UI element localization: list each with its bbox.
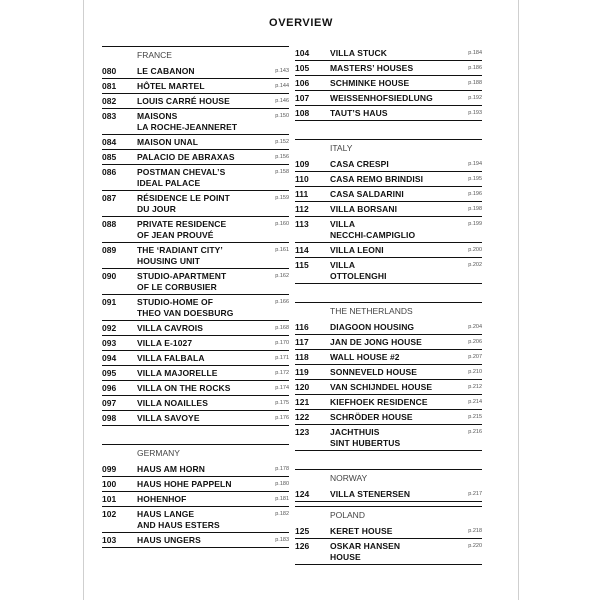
entry-page-number: p.174 bbox=[275, 385, 289, 391]
entry-title-line: OF LE CORBUSIER bbox=[137, 282, 217, 292]
entry-title bbox=[137, 353, 265, 364]
entry-page-number: p.143 bbox=[275, 68, 289, 74]
index-entry bbox=[295, 395, 482, 410]
entry-page-number: p.218 bbox=[468, 528, 482, 534]
entry-title-line: IDEAL PALACE bbox=[137, 178, 201, 188]
entry-number: 084 bbox=[102, 137, 117, 147]
index-entry bbox=[295, 157, 482, 172]
entry-title-line: VILLA BORSANI bbox=[330, 204, 398, 214]
entry-title bbox=[330, 189, 458, 200]
entry-number: 080 bbox=[102, 66, 117, 76]
entry-title bbox=[137, 271, 265, 293]
entry-title-line: SCHRÖDER HOUSE bbox=[330, 412, 413, 422]
entry-title-line: WALL HOUSE #2 bbox=[330, 352, 400, 362]
index-entry bbox=[102, 321, 289, 336]
entry-page-number: p.215 bbox=[468, 414, 482, 420]
entry-title-line: MASTERS’ HOUSES bbox=[330, 63, 414, 73]
entry-number: 102 bbox=[102, 509, 117, 519]
entry-number: 114 bbox=[295, 245, 309, 255]
entry-page-number: p.168 bbox=[275, 325, 289, 331]
entry-title-line: STUDIO-APARTMENT bbox=[137, 271, 227, 281]
entry-page-number: p.178 bbox=[275, 466, 289, 472]
entry-number: 108 bbox=[295, 108, 310, 118]
entry-title-line: CASA REMO BRINDISI bbox=[330, 174, 424, 184]
entry-number: 111 bbox=[295, 189, 309, 199]
entry-page-number: p.166 bbox=[275, 299, 289, 305]
entry-page-number: p.194 bbox=[468, 161, 482, 167]
index-entry bbox=[102, 64, 289, 79]
index-entry bbox=[102, 492, 289, 507]
entry-page-number: p.162 bbox=[275, 273, 289, 279]
entry-page-number: p.182 bbox=[275, 511, 289, 517]
section-spacer bbox=[295, 451, 482, 465]
entry-title-line: KIEFHOEK RESIDENCE bbox=[330, 397, 428, 407]
section-spacer bbox=[295, 121, 482, 135]
index-entry bbox=[102, 336, 289, 351]
entry-number: 112 bbox=[295, 204, 309, 214]
entry-title-line: VILLA LEONI bbox=[330, 245, 384, 255]
entry-page-number: p.196 bbox=[468, 191, 482, 197]
entry-title bbox=[330, 204, 458, 215]
entry-title-line: HAUS AM HORN bbox=[137, 464, 205, 474]
entry-number: 106 bbox=[295, 78, 310, 88]
entry-page-number: p.152 bbox=[275, 139, 289, 145]
entry-number: 097 bbox=[102, 398, 117, 408]
entry-title bbox=[137, 509, 265, 531]
index-entry bbox=[102, 135, 289, 150]
entry-page-number: p.204 bbox=[468, 324, 482, 330]
index-entry bbox=[295, 76, 482, 91]
entry-page-number: p.193 bbox=[468, 110, 482, 116]
entry-page-number: p.144 bbox=[275, 83, 289, 89]
entry-page-number: p.183 bbox=[275, 537, 289, 543]
entry-page-number: p.220 bbox=[468, 543, 482, 549]
entry-page-number: p.159 bbox=[275, 195, 289, 201]
entry-number: 122 bbox=[295, 412, 310, 422]
entry-number: 126 bbox=[295, 541, 310, 551]
index-entry bbox=[295, 410, 482, 425]
section-heading: ITALY bbox=[295, 139, 482, 157]
entry-title bbox=[137, 413, 265, 424]
entry-title bbox=[330, 526, 458, 537]
entry-number: 095 bbox=[102, 368, 117, 378]
entry-number: 083 bbox=[102, 111, 117, 121]
entry-page-number: p.188 bbox=[468, 80, 482, 86]
entry-page-number: p.214 bbox=[468, 399, 482, 405]
entry-title bbox=[330, 174, 458, 185]
entry-number: 118 bbox=[295, 352, 309, 362]
entry-title-line: SONNEVELD HOUSE bbox=[330, 367, 417, 377]
index-entry bbox=[295, 320, 482, 335]
index-entry bbox=[102, 381, 289, 396]
entry-page-number: p.184 bbox=[468, 50, 482, 56]
entry-page-number: p.207 bbox=[468, 354, 482, 360]
index-entry bbox=[295, 350, 482, 365]
entry-page-number: p.181 bbox=[275, 496, 289, 502]
entry-title-line: DIAGOON HOUSING bbox=[330, 322, 415, 332]
entry-page-number: p.195 bbox=[468, 176, 482, 182]
entry-page-number: p.180 bbox=[275, 481, 289, 487]
entry-title bbox=[137, 137, 265, 148]
index-entry bbox=[295, 380, 482, 395]
entry-title-line: VILLA STENERSEN bbox=[330, 489, 411, 499]
index-entry bbox=[295, 91, 482, 106]
entry-title bbox=[330, 322, 458, 333]
index-entry bbox=[295, 172, 482, 187]
entry-number: 098 bbox=[102, 413, 117, 423]
index-entry bbox=[102, 411, 289, 426]
entry-title-line: DU JOUR bbox=[137, 204, 176, 214]
entry-page-number: p.217 bbox=[468, 491, 482, 497]
entry-title bbox=[137, 535, 265, 546]
entry-page-number: p.202 bbox=[468, 262, 482, 268]
index-entry bbox=[102, 507, 289, 533]
index-entry bbox=[102, 462, 289, 477]
entry-page-number: p.161 bbox=[275, 247, 289, 253]
section-heading: GERMANY bbox=[102, 444, 289, 462]
page-title: OVERVIEW bbox=[269, 17, 333, 29]
entry-title-line: HOHENHOF bbox=[137, 494, 187, 504]
index-entry bbox=[295, 187, 482, 202]
index-entry bbox=[102, 366, 289, 381]
entry-number: 089 bbox=[102, 245, 117, 255]
entry-title-line: MAISONS bbox=[137, 111, 178, 121]
entry-page-number: p.170 bbox=[275, 340, 289, 346]
index-entry bbox=[295, 258, 482, 284]
entry-title bbox=[137, 219, 265, 241]
index-column-left bbox=[102, 46, 289, 548]
entry-title bbox=[137, 368, 265, 379]
index-entry bbox=[102, 150, 289, 165]
entry-title bbox=[137, 398, 265, 409]
index-entry bbox=[102, 191, 289, 217]
entry-title-line: KERET HOUSE bbox=[330, 526, 393, 536]
entry-title bbox=[330, 397, 458, 408]
entry-title-line: AND HAUS ESTERS bbox=[137, 520, 220, 530]
index-entry bbox=[102, 295, 289, 321]
entry-title bbox=[137, 96, 265, 107]
section-heading: THE NETHERLANDS bbox=[295, 302, 482, 320]
entry-page-number: p.212 bbox=[468, 384, 482, 390]
book-page bbox=[83, 0, 519, 600]
entry-title bbox=[137, 152, 265, 163]
index-entry bbox=[102, 94, 289, 109]
index-entry bbox=[102, 269, 289, 295]
index-entry bbox=[102, 533, 289, 548]
entry-title bbox=[330, 78, 458, 89]
entry-title bbox=[330, 159, 458, 170]
entry-number: 103 bbox=[102, 535, 117, 545]
entry-number: 100 bbox=[102, 479, 117, 489]
entry-title bbox=[330, 412, 458, 423]
entry-title bbox=[137, 479, 265, 490]
entry-page-number: p.171 bbox=[275, 355, 289, 361]
entry-number: 081 bbox=[102, 81, 117, 91]
index-entry bbox=[102, 243, 289, 269]
section-spacer bbox=[102, 426, 289, 440]
entry-title-line: VILLA FALBALA bbox=[137, 353, 205, 363]
entry-title-line: VILLA E-1027 bbox=[137, 338, 193, 348]
entry-title-line: LE CABANON bbox=[137, 66, 195, 76]
entry-title bbox=[137, 245, 265, 267]
index-entry bbox=[295, 539, 482, 565]
entry-number: 120 bbox=[295, 382, 310, 392]
entry-title-line: HOUSE bbox=[330, 552, 361, 562]
entry-title-line: SINT HUBERTUS bbox=[330, 438, 401, 448]
index-entry bbox=[295, 217, 482, 243]
index-column-right bbox=[295, 46, 482, 565]
entry-title bbox=[330, 337, 458, 348]
entry-number: 086 bbox=[102, 167, 117, 177]
entry-title-line: CASA CRESPI bbox=[330, 159, 389, 169]
entry-title-line: VILLA MAJORELLE bbox=[137, 368, 218, 378]
entry-title-line: SCHMINKE HOUSE bbox=[330, 78, 410, 88]
entry-page-number: p.216 bbox=[468, 429, 482, 435]
entry-title-line: PRIVATE RESIDENCE bbox=[137, 219, 227, 229]
entry-title bbox=[137, 494, 265, 505]
entry-number: 124 bbox=[295, 489, 310, 499]
entry-number: 105 bbox=[295, 63, 310, 73]
entry-page-number: p.176 bbox=[275, 415, 289, 421]
entry-number: 113 bbox=[295, 219, 309, 229]
entry-title-line: HOUSING UNIT bbox=[137, 256, 201, 266]
entry-title bbox=[137, 338, 265, 349]
entry-page-number: p.156 bbox=[275, 154, 289, 160]
entry-title-line: VILLA ON THE ROCKS bbox=[137, 383, 231, 393]
entry-title-line: VILLA STUCK bbox=[330, 48, 387, 58]
index-entry bbox=[295, 524, 482, 539]
entry-title bbox=[137, 464, 265, 475]
entry-title bbox=[137, 383, 265, 394]
entry-number: 091 bbox=[102, 297, 117, 307]
entry-title bbox=[330, 541, 458, 563]
entry-number: 115 bbox=[295, 260, 309, 270]
entry-page-number: p.186 bbox=[468, 65, 482, 71]
entry-title-line: JAN DE JONG HOUSE bbox=[330, 337, 422, 347]
entry-title bbox=[330, 93, 458, 104]
entry-number: 109 bbox=[295, 159, 310, 169]
entry-page-number: p.160 bbox=[275, 221, 289, 227]
entry-title-line: VILLA NOAILLES bbox=[137, 398, 208, 408]
index-entry bbox=[295, 243, 482, 258]
entry-title bbox=[330, 108, 458, 119]
section-spacer bbox=[295, 284, 482, 298]
entry-title-line: MAISON UNAL bbox=[137, 137, 199, 147]
entry-title bbox=[330, 489, 458, 500]
index-entry bbox=[295, 487, 482, 502]
entry-page-number: p.172 bbox=[275, 370, 289, 376]
index-entry bbox=[295, 335, 482, 350]
entry-title-line: LOUIS CARRÉ HOUSE bbox=[137, 96, 230, 106]
entry-title bbox=[330, 260, 458, 282]
entry-title-line: PALACIO DE ABRAXAS bbox=[137, 152, 235, 162]
entry-number: 094 bbox=[102, 353, 117, 363]
entry-page-number: p.199 bbox=[468, 221, 482, 227]
index-entry bbox=[102, 109, 289, 135]
entry-number: 093 bbox=[102, 338, 117, 348]
index-entry bbox=[102, 79, 289, 94]
index-entry bbox=[295, 425, 482, 451]
entry-title-line: HÔTEL MARTEL bbox=[137, 81, 205, 91]
entry-title-line: THEO VAN DOESBURG bbox=[137, 308, 234, 318]
entry-title-line: VILLA bbox=[330, 219, 356, 229]
entry-page-number: p.206 bbox=[468, 339, 482, 345]
entry-number: 125 bbox=[295, 526, 310, 536]
entry-title-line: THE ‘RADIANT CITY’ bbox=[137, 245, 223, 255]
entry-title-line: HAUS UNGERS bbox=[137, 535, 201, 545]
entry-page-number: p.150 bbox=[275, 113, 289, 119]
entry-title-line: OF JEAN PROUVÉ bbox=[137, 230, 214, 240]
index-entry bbox=[102, 217, 289, 243]
section-heading: POLAND bbox=[295, 506, 482, 524]
entry-title bbox=[137, 167, 265, 189]
entry-number: 090 bbox=[102, 271, 117, 281]
index-entry bbox=[102, 351, 289, 366]
entry-title bbox=[330, 48, 458, 59]
entry-title-line: TAUT’S HAUS bbox=[330, 108, 388, 118]
entry-page-number: p.192 bbox=[468, 95, 482, 101]
entry-title bbox=[330, 219, 458, 241]
entry-title bbox=[137, 111, 265, 133]
section-heading: FRANCE bbox=[102, 46, 289, 64]
entry-title-line: OTTOLENGHI bbox=[330, 271, 387, 281]
entry-number: 096 bbox=[102, 383, 117, 393]
index-entry bbox=[295, 61, 482, 76]
entry-title bbox=[137, 297, 265, 319]
entry-title-line: CASA SALDARINI bbox=[330, 189, 404, 199]
entry-title-line: HAUS HOHE PAPPELN bbox=[137, 479, 232, 489]
index-entry bbox=[295, 202, 482, 217]
entry-title-line: OSKAR HANSEN bbox=[330, 541, 401, 551]
entry-title bbox=[137, 81, 265, 92]
entry-number: 099 bbox=[102, 464, 117, 474]
entry-title bbox=[330, 245, 458, 256]
entry-number: 101 bbox=[102, 494, 117, 504]
entry-title-line: POSTMAN CHEVAL’S bbox=[137, 167, 226, 177]
entry-page-number: p.175 bbox=[275, 400, 289, 406]
entry-number: 085 bbox=[102, 152, 117, 162]
entry-title bbox=[330, 63, 458, 74]
entry-title-line: VILLA bbox=[330, 260, 356, 270]
entry-title-line: HAUS LANGE bbox=[137, 509, 195, 519]
entry-number: 119 bbox=[295, 367, 309, 377]
entry-number: 082 bbox=[102, 96, 117, 106]
index-entry bbox=[102, 396, 289, 411]
entry-title-line: VILLA CAVROIS bbox=[137, 323, 203, 333]
entry-title bbox=[137, 66, 265, 77]
entry-page-number: p.198 bbox=[468, 206, 482, 212]
entry-title-line: JACHTHUIS bbox=[330, 427, 380, 437]
entry-title-line: RÉSIDENCE LE POINT bbox=[137, 193, 230, 203]
entry-number: 123 bbox=[295, 427, 310, 437]
entry-number: 107 bbox=[295, 93, 310, 103]
entry-number: 117 bbox=[295, 337, 309, 347]
entry-title-line: LA ROCHE-JEANNERET bbox=[137, 122, 238, 132]
entry-number: 088 bbox=[102, 219, 117, 229]
entry-page-number: p.158 bbox=[275, 169, 289, 175]
entry-title-line: STUDIO-HOME OF bbox=[137, 297, 214, 307]
index-entry bbox=[102, 165, 289, 191]
index-entry bbox=[295, 365, 482, 380]
entry-page-number: p.210 bbox=[468, 369, 482, 375]
entry-title-line: VAN SCHIJNDEL HOUSE bbox=[330, 382, 433, 392]
entry-number: 092 bbox=[102, 323, 117, 333]
entry-title-line: WEISSENHOFSIEDLUNG bbox=[330, 93, 433, 103]
entry-title bbox=[137, 323, 265, 334]
index-entry bbox=[295, 46, 482, 61]
entry-title bbox=[137, 193, 265, 215]
entry-title bbox=[330, 352, 458, 363]
entry-number: 121 bbox=[295, 397, 310, 407]
entry-title bbox=[330, 367, 458, 378]
entry-number: 116 bbox=[295, 322, 309, 332]
entry-page-number: p.146 bbox=[275, 98, 289, 104]
entry-number: 087 bbox=[102, 193, 117, 203]
entry-number: 104 bbox=[295, 48, 310, 58]
entry-title-line: NECCHI-CAMPIGLIO bbox=[330, 230, 416, 240]
entry-title bbox=[330, 427, 458, 449]
entry-page-number: p.200 bbox=[468, 247, 482, 253]
index-entry bbox=[102, 477, 289, 492]
index-entry bbox=[295, 106, 482, 121]
section-heading: NORWAY bbox=[295, 469, 482, 487]
entry-title-line: VILLA SAVOYE bbox=[137, 413, 200, 423]
entry-number: 110 bbox=[295, 174, 309, 184]
entry-title bbox=[330, 382, 458, 393]
